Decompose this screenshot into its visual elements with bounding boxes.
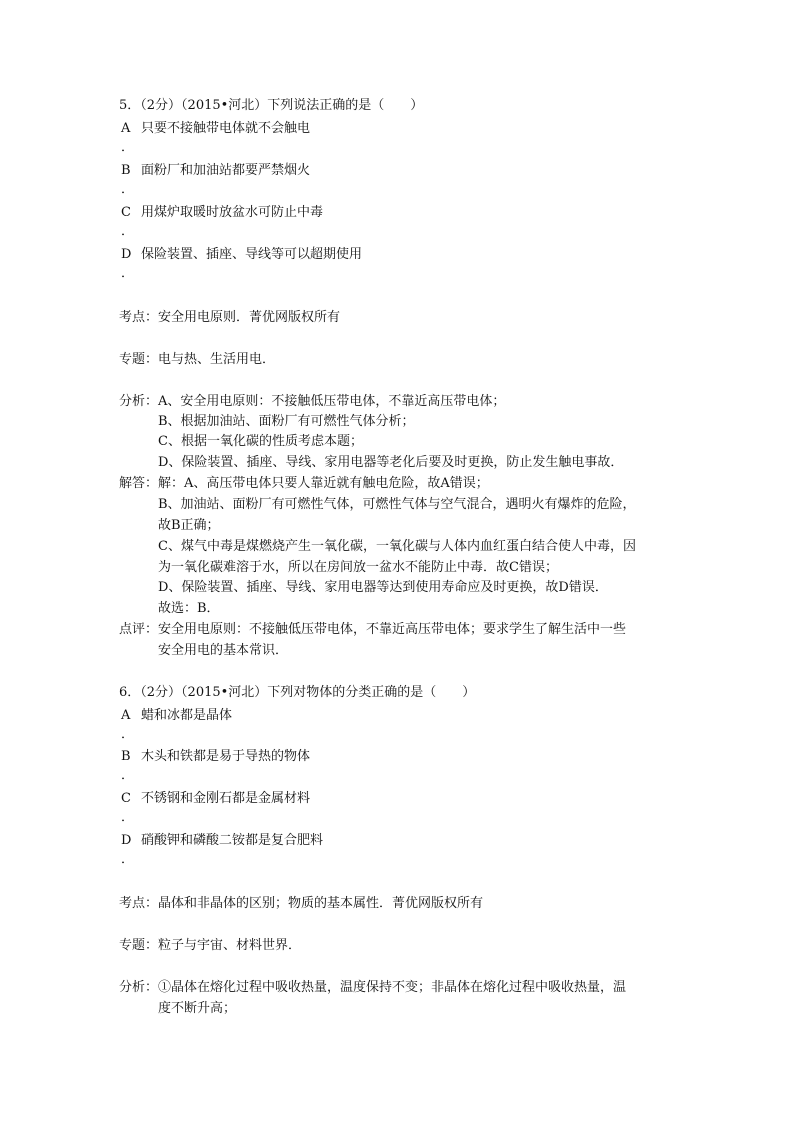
option-dot: ． [121, 727, 135, 742]
q5-jieda-line: C、煤气中毒是煤燃烧产生一氧化碳，一氧化碳与人体内血红蛋白结合使人中毒，因 [158, 539, 636, 554]
option-dot: ． [121, 224, 135, 239]
option-text: 木头和铁都是易于导热的物体 [141, 749, 311, 764]
q6-fenxi-line: 度不断升高； [158, 1001, 237, 1016]
q5-option-c[interactable] [121, 205, 323, 221]
option-dot: ． [121, 768, 135, 783]
q5-dianping-line: 安全用电原则：不接触低压带电体，不靠近高压带电体；要求学生了解生活中一些 [158, 622, 627, 637]
q5-fenxi-line: B、根据加油站、面粉厂有可燃性气体分析； [158, 414, 415, 429]
option-dot: ． [121, 140, 135, 155]
q5-fenxi-line: D、保险装置、插座、导线、家用电器等老化后要及时更换，防止发生触电事故． [158, 455, 624, 470]
q6-fenxi-line: ①晶体在熔化过程中吸收热量，温度保持不变；非晶体在熔化过程中吸收热量，温 [158, 980, 627, 995]
option-text: 不锈钢和金刚石都是金属材料 [141, 791, 311, 806]
option-dot: ． [121, 266, 135, 281]
option-letter: A [121, 708, 131, 723]
q5-fenxi-label: 分析： [119, 394, 159, 409]
option-letter: C [121, 791, 131, 806]
q6-option-c[interactable] [121, 791, 310, 807]
q5-fenxi-line: A、安全用电原则：不接触低压带电体，不靠近高压带电体； [158, 394, 506, 409]
option-text: 用煤炉取暖时放盆水可防止中毒 [141, 205, 324, 220]
option-text: 只要不接触带电体就不会触电 [141, 121, 311, 136]
q6-option-d[interactable] [121, 833, 323, 849]
q5-jieda-line: D、保险装置、插座、导线、家用电器等达到使用寿命应及时更换，故D错误． [158, 580, 608, 595]
option-text: 保险装置、插座、导线等可以超期使用 [141, 247, 363, 262]
q5-jieda-line: B、加油站、面粉厂有可燃性气体，可燃性气体与空气混合，遇明火有爆炸的危险， [158, 497, 636, 512]
q5-jieda-line: 为一氧化碳难溶于水，所以在房间放一盆水不能防止中毒．故C错误； [158, 560, 558, 575]
option-text: 硝酸钾和磷酸二铵都是复合肥料 [141, 833, 324, 848]
q5-fenxi-line: C、根据一氧化碳的性质考虑本题； [158, 434, 363, 449]
q5-dianping-line: 安全用电的基本常识． [158, 643, 289, 658]
q5-zhuanti: 专题：电与热、生活用电． [119, 352, 276, 367]
q6-fenxi-label: 分析： [119, 980, 159, 995]
q5-dianping-label: 点评： [119, 622, 159, 637]
option-text: 面粉厂和加油站都要严禁烟火 [141, 163, 311, 178]
q6-option-b[interactable] [121, 749, 310, 765]
question-5-stem: 5．（2分）（2015•河北）下列说法正确的是（ ） [119, 98, 424, 113]
option-letter: A [121, 121, 131, 136]
option-letter: D [121, 833, 132, 848]
q5-option-b[interactable] [121, 163, 310, 179]
option-dot: ． [121, 810, 135, 825]
q6-option-a[interactable] [121, 708, 232, 724]
option-letter: B [121, 749, 131, 764]
option-dot: ． [121, 182, 135, 197]
q5-option-a[interactable] [121, 121, 310, 137]
option-dot: ． [121, 852, 135, 867]
q5-option-d[interactable] [121, 247, 362, 263]
q5-jieda-line: 故选：B． [158, 601, 220, 616]
q6-zhuanti: 专题：粒子与宇宙、材料世界． [119, 938, 302, 953]
q5-jieda-line: 故B正确； [158, 518, 220, 533]
option-text: 蜡和冰都是晶体 [141, 708, 233, 723]
q5-jieda-line: 解：A、高压带电体只要人靠近就有触电危险，故A错误； [158, 476, 489, 491]
q5-jieda-label: 解答： [119, 476, 159, 491]
option-letter: B [121, 163, 131, 178]
q5-kaodian: 考点：安全用电原则．菁优网版权所有 [119, 310, 341, 325]
question-6-stem: 6．（2分）（2015•河北）下列对物体的分类正确的是（ ） [119, 685, 476, 700]
option-letter: C [121, 205, 131, 220]
option-letter: D [121, 247, 132, 262]
q6-kaodian: 考点：晶体和非晶体的区别；物质的基本属性．菁优网版权所有 [119, 896, 484, 911]
